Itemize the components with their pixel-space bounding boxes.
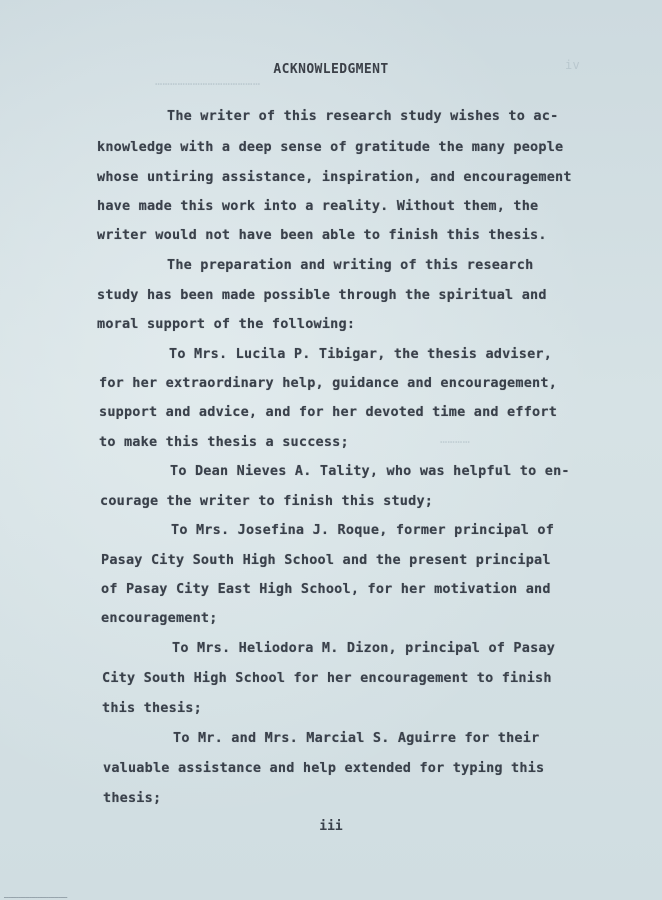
body-line: courage the writer to finish this study; bbox=[100, 493, 434, 509]
body-line: To Mr. and Mrs. Marcial S. Aguirre for their bbox=[173, 730, 540, 746]
body-line: for her extraordinary help, guidance and encouragement, bbox=[99, 375, 558, 391]
body-line: whose untiring assistance, inspiration, and encouragement bbox=[97, 169, 572, 185]
body-line: To Mrs. Josefina J. Roque, former principal of bbox=[171, 522, 555, 538]
body-line: study has been made possible through the spiritual and bbox=[97, 287, 547, 303]
body-line: thesis; bbox=[103, 790, 162, 806]
show-through-text: …………………………………… bbox=[155, 74, 261, 88]
body-line: To Mrs. Lucila P. Tibigar, the thesis adviser, bbox=[169, 346, 553, 362]
body-line: this thesis; bbox=[102, 700, 202, 716]
body-line: To Dean Nieves A. Tality, who was helpful to en- bbox=[170, 463, 570, 479]
body-line: encouragement; bbox=[101, 610, 218, 626]
body-line: The preparation and writing of this research bbox=[167, 257, 534, 273]
body-line: to make this thesis a success; bbox=[99, 434, 349, 450]
body-line: writer would not have been able to finish this thesis. bbox=[97, 227, 547, 243]
body-line: Pasay City South High School and the present principal bbox=[101, 552, 551, 568]
show-through-text: iv bbox=[565, 58, 581, 72]
body-line: have made this work into a reality. Without them, the bbox=[97, 198, 539, 214]
body-line: City South High School for her encouragement to finish bbox=[102, 670, 552, 686]
page-number: iii bbox=[319, 819, 343, 834]
body-line: of Pasay City East High School, for her motivation and bbox=[101, 581, 551, 597]
body-line: moral support of the following: bbox=[97, 316, 356, 332]
show-through-text: ………… bbox=[440, 432, 471, 446]
body-line: To Mrs. Heliodora M. Dizon, principal of Pasay bbox=[172, 640, 556, 656]
body-line: The writer of this research study wishes to ac- bbox=[167, 108, 559, 124]
body-line: valuable assistance and help extended for typing this bbox=[103, 760, 545, 776]
page-title: ACKNOWLEDGMENT bbox=[273, 62, 389, 77]
scan-footer-mark: ▁▁▁▁▁▁▁▁▁▁▁▁▁▁▁▁▁▁▁▁▁▁▁▁▁▁▁▁▁▁ bbox=[4, 894, 68, 898]
body-line: support and advice, and for her devoted time and effort bbox=[99, 404, 558, 420]
body-line: knowledge with a deep sense of gratitude the many people bbox=[97, 139, 564, 155]
